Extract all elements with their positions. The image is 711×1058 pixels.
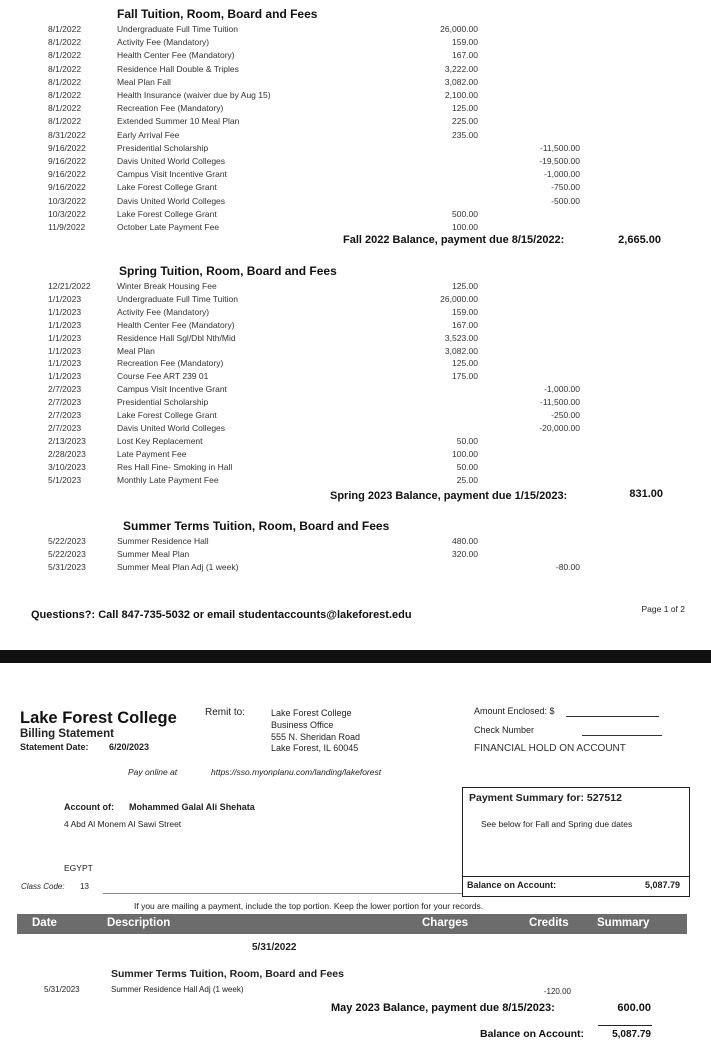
- row-credit: -80.00: [555, 562, 580, 572]
- summer-section-title: Summer Terms Tuition, Room, Board and Fees: [123, 519, 390, 533]
- table-row: [0, 423, 711, 436]
- row-description: Presidential Scholarship: [117, 142, 209, 153]
- payment-summary-note: See below for Fall and Spring due dates: [481, 819, 633, 829]
- row-charge: 3,082.00: [444, 345, 478, 356]
- remit-line-4: Lake Forest, IL 60045: [271, 743, 359, 753]
- row-description: Residence Hall Double & Triples: [117, 63, 239, 74]
- section-date: 5/31/2022: [252, 942, 297, 953]
- summary-balance-label: Balance on Account:: [467, 880, 557, 890]
- row-charge: 167.00: [452, 50, 478, 61]
- row-description: Early Arrival Fee: [117, 129, 180, 140]
- fall-balance-value: 2,665.00: [618, 234, 661, 246]
- row-credit: -750.00: [551, 182, 580, 193]
- row-charge: 175.00: [452, 371, 478, 382]
- table-row: [0, 169, 711, 182]
- page-number: Page 1 of 2: [641, 604, 685, 614]
- row-date: 9/16/2022: [48, 156, 86, 166]
- check-number-label: Check Number: [474, 725, 535, 735]
- row-description: Extended Summer 10 Meal Plan: [117, 116, 240, 127]
- row-date: 5/1/2023: [48, 474, 82, 485]
- questions-contact: Questions?: Call 847-735-5032 or email studentaccounts@lakeforest.edu: [31, 609, 412, 621]
- row-date: 1/1/2023: [48, 306, 82, 317]
- row-description: Presidential Scholarship: [117, 397, 209, 408]
- statement-date: 6/20/2023: [109, 742, 150, 752]
- header-description: Description: [107, 917, 171, 929]
- statement-page-2: [0, 663, 711, 1058]
- row-date: 2/7/2023: [48, 397, 82, 408]
- table-row: [0, 103, 711, 116]
- may-balance-label: May 2023 Balance, payment due 8/15/2023:: [331, 1002, 555, 1014]
- spring-section-title: Spring Tuition, Room, Board and Fees: [119, 264, 337, 278]
- row-date: 9/16/2022: [48, 169, 86, 180]
- column-header-bar: [17, 914, 687, 934]
- row-credit: -19,500.00: [539, 156, 580, 166]
- row-charge: 320.00: [452, 549, 478, 559]
- header-charges: Charges: [422, 917, 469, 929]
- row-credit: -1,000.00: [544, 384, 580, 395]
- remit-line-2: Business Office: [271, 720, 334, 730]
- header-credits: Credits: [529, 917, 569, 929]
- table-row: [0, 549, 711, 562]
- row-charge: 3,222.00: [444, 63, 478, 74]
- table-row: [0, 37, 711, 50]
- row-credit: -1,000.00: [544, 169, 580, 180]
- row-charge: 225.00: [452, 116, 478, 127]
- row-date: 8/1/2022: [48, 76, 82, 87]
- row-date: 5/31/2023: [44, 985, 80, 994]
- spring-balance-value: 831.00: [629, 488, 663, 500]
- remit-line-1: Lake Forest College: [271, 708, 352, 718]
- table-row: [0, 536, 711, 549]
- row-description: Lost Key Replacement: [117, 435, 203, 446]
- account-of-label: Account of:: [64, 802, 114, 812]
- row-description: Residence Hall Sgl/Dbl Nth/Mid: [117, 332, 236, 343]
- table-row: [0, 64, 711, 77]
- spring-balance-label: Spring 2023 Balance, payment due 1/15/2023:: [330, 490, 568, 502]
- row-date: 9/16/2022: [48, 182, 86, 193]
- table-row: [0, 24, 711, 37]
- table-row: [0, 384, 711, 397]
- row-description: Summer Residence Hall Adj (1 week): [111, 985, 244, 994]
- row-credit: -500.00: [551, 195, 580, 206]
- remit-line-3: 555 N. Sheridan Road: [271, 732, 361, 742]
- pay-online-link[interactable]: https://sso.myonplanu.com/landing/lakeforest: [211, 767, 382, 777]
- row-date: 5/31/2023: [48, 562, 86, 572]
- row-date: 10/3/2022: [48, 195, 86, 206]
- page-separator: [0, 650, 711, 663]
- row-date: 1/1/2023: [48, 332, 82, 343]
- class-code-value: 13: [80, 882, 89, 891]
- row-description: Campus Visit Incentive Grant: [117, 384, 227, 395]
- table-row: [0, 333, 711, 346]
- pay-online-label: Pay online at: [128, 767, 178, 777]
- address-divider: [103, 893, 463, 894]
- row-charge: 50.00: [456, 435, 478, 446]
- row-date: 9/16/2022: [48, 142, 86, 153]
- row-description: Lake Forest College Grant: [117, 208, 217, 219]
- table-row: [0, 294, 711, 307]
- row-credit: -11,500.00: [539, 142, 580, 153]
- table-row: [0, 562, 711, 575]
- table-row: [0, 410, 711, 423]
- row-description: Lake Forest College Grant: [117, 410, 217, 420]
- table-row: [0, 90, 711, 103]
- statement-title: Billing Statement: [20, 728, 114, 740]
- row-charge: 500.00: [452, 208, 478, 219]
- table-row: [0, 77, 711, 90]
- row-description: Health Center Fee (Mandatory): [117, 50, 235, 61]
- row-date: 2/28/2023: [48, 448, 86, 459]
- fall-section-title: Fall Tuition, Room, Board and Fees: [117, 7, 318, 21]
- row-date: 2/7/2023: [48, 410, 82, 420]
- row-credit: -11,500.00: [539, 397, 580, 408]
- may-balance-value: 600.00: [617, 1002, 651, 1014]
- row-charge: 26,000.00: [440, 24, 478, 34]
- row-description: Undergraduate Full Time Tuition: [117, 293, 238, 304]
- summary-balance-value: 5,087.79: [644, 880, 680, 890]
- row-credit: -20,000.00: [539, 422, 580, 433]
- row-date: 8/1/2022: [48, 37, 82, 48]
- row-charge: 167.00: [452, 319, 478, 330]
- row-description: Late Payment Fee: [117, 448, 187, 459]
- row-charge: 26,000.00: [440, 293, 478, 304]
- total-rule: [598, 1025, 652, 1026]
- table-row: [0, 320, 711, 333]
- row-credit: -120.00: [543, 987, 571, 996]
- header-date: Date: [32, 917, 57, 929]
- row-charge: 235.00: [452, 129, 478, 140]
- summer-section-title-p2: Summer Terms Tuition, Room, Board and Fees: [111, 968, 344, 980]
- table-row: [0, 196, 711, 209]
- table-row: [0, 346, 711, 359]
- row-date: 11/9/2022: [48, 222, 86, 232]
- row-description: Meal Plan: [117, 345, 155, 356]
- table-row: [0, 397, 711, 410]
- amount-enclosed-field[interactable]: [566, 716, 659, 717]
- row-charge: 125.00: [452, 103, 478, 114]
- row-description: Res Hall Fine- Smoking in Hall: [117, 461, 233, 472]
- row-date: 2/7/2023: [48, 384, 82, 395]
- address-country: EGYPT: [64, 863, 93, 873]
- row-credit: -250.00: [551, 410, 580, 420]
- row-date: 12/21/2022: [48, 281, 91, 291]
- row-description: Davis United World Colleges: [117, 422, 226, 433]
- class-code-label: Class Code:: [21, 882, 65, 891]
- row-description: October Late Payment Fee: [117, 222, 220, 232]
- row-date: 1/1/2023: [48, 293, 82, 304]
- row-description: Activity Fee (Mandatory): [117, 306, 210, 317]
- college-name: Lake Forest College: [20, 709, 177, 727]
- row-description: Winter Break Housing Fee: [117, 281, 217, 291]
- row-date: 8/1/2022: [48, 90, 82, 100]
- row-description: Summer Residence Hall: [117, 536, 209, 546]
- final-balance-value: 5,087.79: [612, 1029, 651, 1040]
- row-date: 5/22/2023: [48, 536, 86, 546]
- row-charge: 480.00: [452, 536, 478, 546]
- amount-enclosed-label: Amount Enclosed: $: [474, 706, 555, 716]
- table-row: [0, 371, 711, 384]
- row-date: 1/1/2023: [48, 358, 82, 369]
- row-date: 1/1/2023: [48, 345, 82, 356]
- row-description: Davis United World Colleges: [117, 195, 226, 206]
- table-row: [0, 50, 711, 63]
- row-charge: 50.00: [456, 461, 478, 472]
- row-description: Recreation Fee (Mandatory): [117, 358, 224, 369]
- row-description: Recreation Fee (Mandatory): [117, 103, 224, 114]
- row-charge: 3,082.00: [444, 76, 478, 87]
- row-description: Health Center Fee (Mandatory): [117, 319, 235, 330]
- remit-to-label: Remit to:: [205, 707, 246, 718]
- row-description: Lake Forest College Grant: [117, 182, 217, 193]
- row-date: 3/10/2023: [48, 461, 86, 472]
- header-summary: Summary: [597, 917, 650, 929]
- fall-balance-label: Fall 2022 Balance, payment due 8/15/2022:: [343, 234, 565, 246]
- row-description: Health Insurance (waiver due by Aug 15): [117, 90, 271, 100]
- row-description: Summer Meal Plan: [117, 549, 190, 559]
- row-charge: 3,523.00: [444, 332, 478, 343]
- row-charge: 159.00: [452, 37, 478, 48]
- financial-hold-notice: FINANCIAL HOLD ON ACCOUNT: [474, 743, 626, 754]
- row-charge: 125.00: [452, 281, 478, 291]
- table-row: [0, 182, 711, 195]
- table-row: [0, 281, 711, 294]
- row-date: 10/3/2022: [48, 208, 86, 219]
- address-line-1: 4 Abd Al Monem Al Sawi Street: [64, 819, 182, 829]
- row-description: Monthly Late Payment Fee: [117, 474, 219, 485]
- row-description: Campus Visit Incentive Grant: [117, 169, 227, 180]
- row-description: Davis United World Colleges: [117, 156, 226, 166]
- row-charge: 159.00: [452, 306, 478, 317]
- row-date: 8/1/2022: [48, 103, 82, 114]
- row-charge: 2,100.00: [444, 90, 478, 100]
- check-number-field[interactable]: [582, 735, 662, 736]
- table-row: [0, 307, 711, 320]
- table-row: [0, 462, 711, 475]
- row-date: 1/1/2023: [48, 371, 82, 382]
- statement-date-label: Statement Date:: [20, 742, 89, 752]
- row-date: 8/1/2022: [48, 50, 82, 61]
- row-date: 8/1/2022: [48, 24, 82, 34]
- table-row: [0, 116, 711, 129]
- row-description: Undergraduate Full Time Tuition: [117, 24, 238, 34]
- row-date: 2/7/2023: [48, 422, 82, 433]
- row-date: 2/13/2023: [48, 435, 86, 446]
- final-balance-label: Balance on Account:: [480, 1028, 585, 1040]
- table-row: [0, 209, 711, 222]
- row-charge: 100.00: [452, 222, 478, 232]
- row-charge: 100.00: [452, 448, 478, 459]
- row-date: 5/22/2023: [48, 549, 86, 559]
- row-description: Activity Fee (Mandatory): [117, 37, 210, 48]
- table-row: [0, 156, 711, 169]
- payment-summary-title: Payment Summary for: 527512: [469, 792, 622, 804]
- row-charge: 25.00: [456, 474, 478, 485]
- row-date: 8/31/2022: [48, 129, 86, 140]
- row-description: Summer Meal Plan Adj (1 week): [117, 562, 239, 572]
- row-date: 1/1/2023: [48, 319, 82, 330]
- summary-divider: [463, 876, 689, 877]
- table-row: [0, 143, 711, 156]
- table-row: [0, 130, 711, 143]
- row-date: 8/1/2022: [48, 116, 82, 127]
- table-row: [0, 475, 711, 488]
- row-description: Meal Plan Fall: [117, 76, 171, 87]
- row-date: 8/1/2022: [48, 63, 82, 74]
- table-row: [0, 449, 711, 462]
- row-description: Course Fee ART 239 01: [117, 371, 209, 382]
- account-holder-name: Mohammed Galal Ali Shehata: [129, 802, 255, 812]
- table-row: [0, 436, 711, 449]
- table-row: [0, 358, 711, 371]
- mailing-instructions: If you are mailing a payment, include the top portion. Keep the lower portion for your records.: [134, 901, 484, 911]
- row-charge: 125.00: [452, 358, 478, 369]
